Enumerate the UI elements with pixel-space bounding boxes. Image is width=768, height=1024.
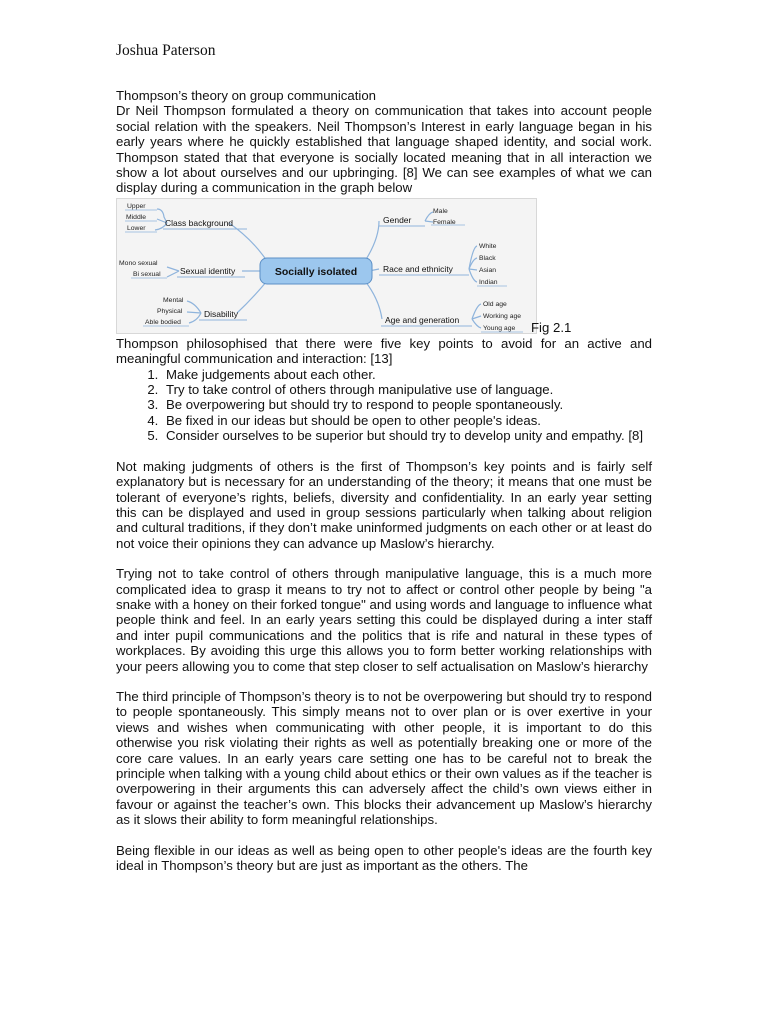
mind-map-figure: [116, 198, 537, 334]
leaf-sexual-mono: Mono sexual: [119, 259, 158, 267]
section-title: Thompson’s theory on group communication: [116, 88, 376, 103]
branch-gender-label: Gender: [383, 214, 412, 225]
list-item: 3. Be overpowering but should try to respond to people spontaneously.: [162, 397, 652, 412]
leaf-sexual-bi: Bi sexual: [133, 270, 161, 278]
paragraph-flexible: Being flexible in our ideas as well as being open to other people's ideas are the fourth key ideal in Thompson’s theory but are just as important as the others. The: [116, 842, 652, 874]
figure-row: [116, 198, 652, 336]
leaf-race-indian: Indian: [479, 278, 498, 286]
intro-paragraph: Dr Neil Thompson formulated a theory on communication that takes into account people social relation with the speakers. Neil Thompson’s Interest in early language began in his early years where he quickly established that language shaped identity, and social work. Thompson stated that that everyone is socially located meaning that in all interaction we show a lot about ourselves and our upbringing. [8] We can see examples of what we can display during a communication in the graph below: [116, 103, 652, 196]
leaf-race-black: Black: [479, 254, 496, 262]
leaf-age-young: Young age: [483, 324, 516, 332]
list-item: 5. Consider ourselves to be superior but should try to develop unity and empathy. [8]: [162, 428, 652, 443]
list-intro: Thompson philosophised that there were five key points to avoid for an active and meaningful communication and interaction: [13]: [116, 335, 652, 367]
document-author: Joshua Paterson: [116, 42, 216, 59]
leaf-disability-mental: Mental: [163, 296, 184, 304]
leaf-class-upper: Upper: [127, 202, 146, 210]
leaf-disability-physical: Physical: [157, 307, 183, 315]
leaf-race-white: White: [479, 242, 497, 250]
branch-sexual-label: Sexual identity: [180, 265, 236, 276]
branch-disability-label: Disability: [204, 308, 239, 319]
branch-race-label: Race and ethnicity: [383, 263, 453, 274]
list-item: 1. Make judgements about each other.: [162, 367, 652, 382]
figure-caption: Fig 2.1: [531, 319, 572, 335]
leaf-class-lower: Lower: [127, 224, 146, 232]
mind-map-svg: [117, 199, 536, 333]
key-points-list: [116, 367, 652, 444]
leaf-race-asian: Asian: [479, 266, 497, 274]
leaf-age-working: Working age: [483, 312, 522, 320]
document-body: [116, 88, 652, 873]
leaf-gender-male: Male: [433, 207, 448, 215]
branch-class-label: Class background: [165, 217, 234, 228]
leaf-gender-female: Female: [433, 218, 456, 226]
paragraph-overpowering: The third principle of Thompson’s theory is to not be overpowering but should try to respond to people spontaneously. This simply means not to over plan or is over exertive in your views and wishes when communicating with other people, it is important to do this otherwise you risk violating their rights as well as potentially breaking one or more of the core care values. In an early years care setting one has to be careful not to break the principle when talking with a young child about ethics or their own values as if the teacher is overpowering in their arguments this can adversely affect the child’s own views either in favour or against the teacher’s own. This blocks their advancement up Maslow’s hierarchy as it slows their ability to form meaningful relationships.: [116, 688, 652, 828]
paragraph-control: Trying not to take control of others through manipulative language, this is a much more complicated idea to grasp it means to try not to affect or control other people by being "a snake with a honey on their forked tongue" and using words and language to influence what people think and feel. In an early years setting this could be displayed during a inter staff and inter pupil communications and the politics that is rife and natural in these types of workplaces. By avoiding this urge this allows you to form better working relationships with your peers allowing you to come that step closer to self actualisation on Maslow’s hierarchy: [116, 566, 652, 674]
leaf-class-middle: Middle: [126, 213, 147, 221]
leaf-age-old: Old age: [483, 300, 507, 308]
paragraph-judgements: Not making judgments of others is the first of Thompson’s key points and is fairly self explanatory but is necessary for an understanding of the theory; it means that one must be tolerant of everyone’s rights, beliefs, diversity and confidentiality. In an early year setting this can be displayed and used in group sessions particularly when talking about religion and cultural traditions, if they don’t make uninformed judgments on each other or at least do not voice their opinions they can advance up Maslow’s hierarchy.: [116, 458, 652, 551]
leaf-disability-able: Able bodied: [145, 318, 181, 326]
center-node-label: Socially isolated: [274, 265, 358, 278]
list-item: 4. Be fixed in our ideas but should be open to other people's ideas.: [162, 413, 652, 428]
branch-age-label: Age and generation: [385, 314, 460, 325]
list-item: 2. Try to take control of others through manipulative use of language.: [162, 382, 652, 397]
